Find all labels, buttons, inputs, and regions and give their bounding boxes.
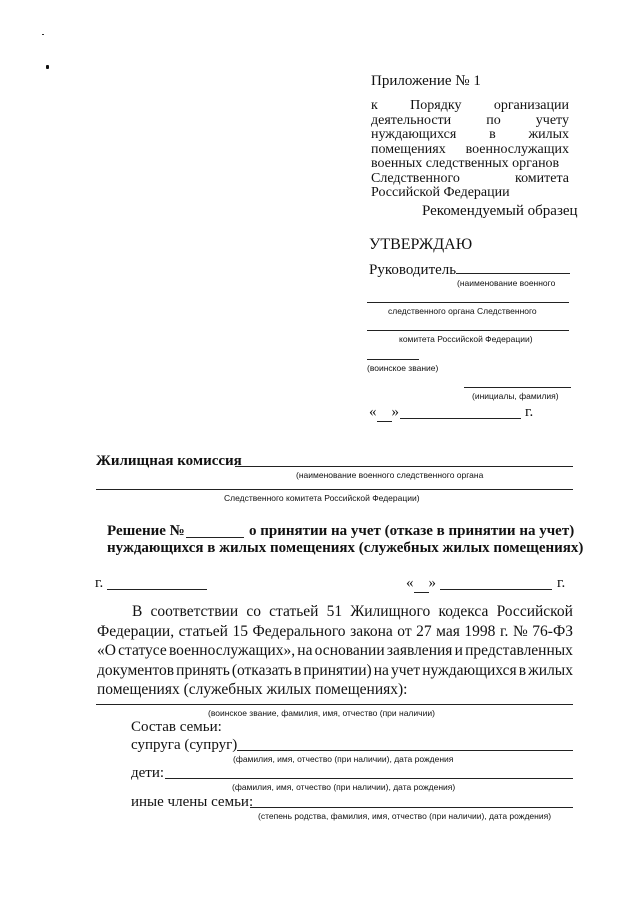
spouse-hint: (фамилия, имя, отчество (при наличии), дата рождения [233, 754, 454, 764]
children-label: дети: [131, 765, 165, 781]
head-label: Руководитель [369, 262, 457, 278]
decision-date: « » [406, 575, 436, 591]
city-field[interactable] [107, 589, 207, 590]
children-hint: (фамилия, имя, отчество (при наличии), дата рождения) [232, 782, 456, 792]
organ-hint: следственного органа Следственного [388, 306, 537, 316]
appendix-line: военных следственных органов [371, 156, 560, 171]
decision-month-field[interactable] [440, 589, 552, 590]
approve-day-field[interactable] [377, 404, 392, 422]
city-prefix: г. [95, 575, 104, 591]
appendix-line: Российской Федерации [371, 185, 510, 200]
commission-hint-2: Следственного комитета Российской Федерации) [224, 493, 420, 503]
appendix-line: Следственного комитета [371, 170, 569, 186]
children-field[interactable] [165, 778, 573, 779]
paragraph-line: В соответствии со статьей 51 Жилищного кодекса Российской [132, 603, 573, 620]
commission-field-2[interactable] [96, 489, 573, 490]
decision-number-field[interactable] [186, 537, 244, 538]
rank-hint: (воинское звание) [367, 363, 439, 373]
head-name-field[interactable] [456, 273, 570, 274]
scan-speck [46, 65, 49, 69]
spouse-field[interactable] [237, 750, 573, 751]
committee-field[interactable] [367, 330, 569, 331]
commission-field[interactable] [235, 466, 573, 467]
commission-hint: (наименование военного следственного органа [296, 470, 484, 480]
appendix-title: Приложение № 1 [371, 73, 481, 89]
paragraph-line: документов принять (отказать в принятии) на учет нуждающихся в жилых [97, 661, 573, 679]
rank-field[interactable] [367, 359, 419, 360]
decision-year-suffix: г. [557, 575, 566, 591]
decision-paragraph [97, 602, 573, 700]
decision-title: о принятии на учет (отказе в принятии на учет) [249, 523, 575, 539]
committee-hint: комитета Российской Федерации) [399, 334, 533, 344]
decision-prefix: Решение № [107, 523, 185, 539]
spouse-label: супруга (супруг) [131, 737, 238, 753]
paragraph-line: «О статусе военнослужащих», на основании заявления и представленных [97, 642, 573, 659]
organ-field[interactable] [367, 302, 569, 303]
paragraph-line: помещениях (служебных жилых помещениях): [97, 681, 408, 698]
appendix-line: нуждающихся в жилых [371, 127, 569, 142]
others-hint: (степень родства, фамилия, имя, отчество (при наличии), дата рождения) [258, 811, 552, 821]
appendix-line: помещениях военнослужащих [371, 141, 569, 157]
others-label: иные члены семьи: [131, 794, 254, 810]
scan-speck [42, 34, 44, 35]
serviceman-field[interactable] [96, 704, 573, 705]
decision-day-field[interactable] [414, 575, 429, 593]
approve-year-suffix: г. [525, 404, 534, 420]
commission-label: Жилищная комиссия [96, 453, 242, 469]
approve-month-field[interactable] [400, 418, 521, 419]
initials-field[interactable] [464, 387, 571, 388]
approve-date: « » [369, 404, 399, 420]
serviceman-hint: (воинское звание, фамилия, имя, отчество (при наличии) [208, 708, 435, 718]
paragraph-line: Федерации, статьей 15 Федерального закона от 27 мая 1998 г. № 76-ФЗ [97, 622, 573, 640]
appendix-line: деятельности по учету [371, 112, 569, 128]
head-hint: (наименование военного [457, 278, 556, 288]
initials-hint: (инициалы, фамилия) [472, 391, 559, 401]
decision-subtitle: нуждающихся в жилых помещениях (служебных жилых помещениях) [107, 540, 584, 556]
approve-title: УТВЕРЖДАЮ [369, 236, 473, 253]
appendix-description [371, 99, 569, 201]
family-title: Состав семьи: [131, 719, 222, 735]
recommended-sample-label: Рекомендуемый образец [422, 203, 578, 219]
appendix-line: к Порядку организации [371, 98, 569, 113]
others-field[interactable] [250, 807, 573, 808]
